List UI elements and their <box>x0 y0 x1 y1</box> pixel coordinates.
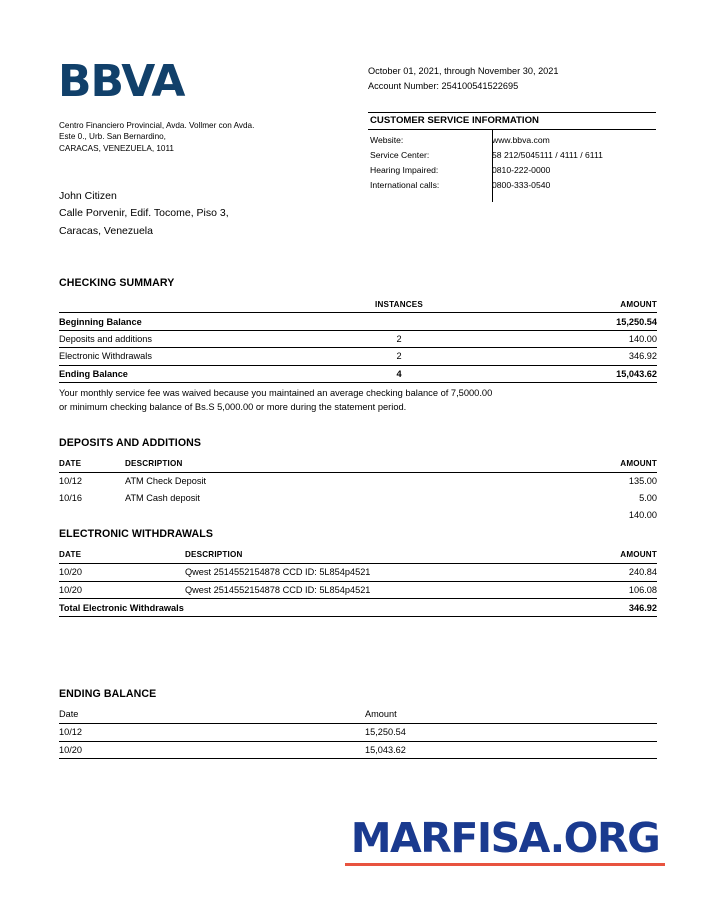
header-description: DESCRIPTION <box>125 459 183 469</box>
table-row <box>59 347 657 364</box>
ending-balance-title: ENDING BALANCE <box>59 688 157 700</box>
header-date: DATE <box>59 550 82 560</box>
table-row <box>59 473 657 490</box>
csi-label: Website: <box>370 135 404 146</box>
customer-service-divider <box>492 130 493 202</box>
withdrawals-table <box>59 547 657 617</box>
table-row <box>59 582 657 600</box>
service-fee-note-line-2: or minimum checking balance of Bs.S 5,000.00 or more during the statement period. <box>59 401 407 412</box>
bbva-logo: BBVA <box>58 56 185 107</box>
withdrawals-total: 346.92 <box>628 602 657 613</box>
row-date: 10/20 <box>59 744 82 755</box>
row-description: ATM Cash deposit <box>125 492 200 503</box>
customer-service-row <box>368 148 656 163</box>
table-header-row <box>59 547 657 564</box>
csi-value: www.bbva.com <box>492 135 550 146</box>
row-label: Electronic Withdrawals <box>59 351 152 362</box>
bank-address <box>59 120 319 154</box>
customer-address-line-1: Calle Porvenir, Edif. Tocome, Piso 3, <box>59 207 229 220</box>
row-amount: 140.00 <box>628 333 657 344</box>
table-row <box>59 312 657 329</box>
row-description: Qwest 2514552154878 CCD ID: 5L854p4521 <box>185 567 371 578</box>
row-amount: 15,043.62 <box>616 368 657 379</box>
row-date: 10/12 <box>59 727 82 738</box>
csi-value: 58 212/5045111 / 4111 / 6111 <box>492 150 603 161</box>
row-amount: 15,250.54 <box>365 727 406 738</box>
table-row <box>59 330 657 347</box>
row-label: Deposits and additions <box>59 333 152 344</box>
csi-value: 0810-222-0000 <box>492 165 551 176</box>
deposits-title: DEPOSITS AND ADDITIONS <box>59 437 202 449</box>
customer-service-title: CUSTOMER SERVICE INFORMATION <box>368 112 656 130</box>
row-instances: 2 <box>396 351 402 362</box>
customer-service-row <box>368 163 656 178</box>
row-amount: 106.08 <box>628 584 657 595</box>
header-amount: AMOUNT <box>620 550 657 560</box>
row-amount: 346.92 <box>628 351 657 362</box>
csi-label: Hearing Impaired: <box>370 165 439 176</box>
statement-period-block <box>368 64 559 94</box>
header-amount: AMOUNT <box>620 459 657 469</box>
header-date: DATE <box>59 459 82 469</box>
row-description: Qwest 2514552154878 CCD ID: 5L854p4521 <box>185 584 371 595</box>
header-instances: INSTANCES <box>375 300 423 310</box>
header-description: DESCRIPTION <box>185 550 243 560</box>
customer-name: John Citizen <box>59 190 117 202</box>
row-description: ATM Check Deposit <box>125 476 207 487</box>
deposits-total: 140.00 <box>628 509 657 520</box>
row-date: 10/20 <box>59 584 82 595</box>
bank-address-line-3: CARACAS, VENEZUELA, 1011 <box>59 143 174 153</box>
table-header-row <box>59 706 657 724</box>
csi-value: 0800-333-0540 <box>492 180 551 191</box>
row-amount: 15,043.62 <box>365 744 406 755</box>
watermark-text: MARFISA.ORG <box>350 814 660 862</box>
watermark-underline <box>345 863 665 866</box>
row-date: 10/20 <box>59 567 82 578</box>
table-row <box>59 724 657 742</box>
bank-address-line-1: Centro Financiero Provincial, Avda. Vollmer con Avda. <box>59 121 255 130</box>
table-header-row <box>59 297 657 312</box>
customer-service-row <box>368 178 656 193</box>
row-date: 10/16 <box>59 492 82 503</box>
row-amount: 240.84 <box>628 567 657 578</box>
row-label: Ending Balance <box>59 368 128 379</box>
row-date: 10/12 <box>59 476 82 487</box>
table-row <box>59 564 657 582</box>
customer-service-rows <box>368 130 656 193</box>
header-amount: Amount <box>365 709 397 720</box>
deposits-total-row <box>59 506 657 523</box>
csi-label: Service Center: <box>370 150 430 161</box>
customer-service-box <box>368 112 656 193</box>
row-amount: 15,250.54 <box>616 316 657 327</box>
table-row <box>59 490 657 507</box>
header-amount: AMOUNT <box>620 300 657 310</box>
table-header-row <box>59 456 657 473</box>
checking-summary-table <box>59 297 657 415</box>
withdrawals-title: ELECTRONIC WITHDRAWALS <box>59 528 214 540</box>
customer-address-block <box>59 188 339 240</box>
table-row <box>59 365 657 383</box>
total-label: Total Electronic Withdrawals <box>59 602 184 613</box>
ending-balance-table <box>59 706 657 759</box>
customer-service-row <box>368 133 656 148</box>
service-fee-note-line-1: Your monthly service fee was waived because you maintained an average checking balance of 7,5000.00 <box>59 387 493 398</box>
deposits-table <box>59 456 657 523</box>
header-date: Date <box>59 709 79 720</box>
csi-label: International calls: <box>370 180 440 191</box>
checking-summary-title: CHECKING SUMMARY <box>59 277 175 289</box>
account-number: Account Number: 254100541522695 <box>368 81 519 92</box>
row-amount: 5.00 <box>639 492 657 503</box>
row-instances: 2 <box>396 333 402 344</box>
row-amount: 135.00 <box>628 476 657 487</box>
statement-period: October 01, 2021, through November 30, 2021 <box>368 66 559 76</box>
service-fee-note <box>59 383 657 415</box>
bank-address-line-2: Este 0., Urb. San Bernardino, <box>59 132 166 142</box>
row-instances: 4 <box>396 368 402 379</box>
customer-address-line-2: Caracas, Venezuela <box>59 224 153 237</box>
row-label: Beginning Balance <box>59 316 142 327</box>
table-row <box>59 742 657 760</box>
withdrawals-total-row <box>59 599 657 617</box>
watermark <box>345 814 665 866</box>
